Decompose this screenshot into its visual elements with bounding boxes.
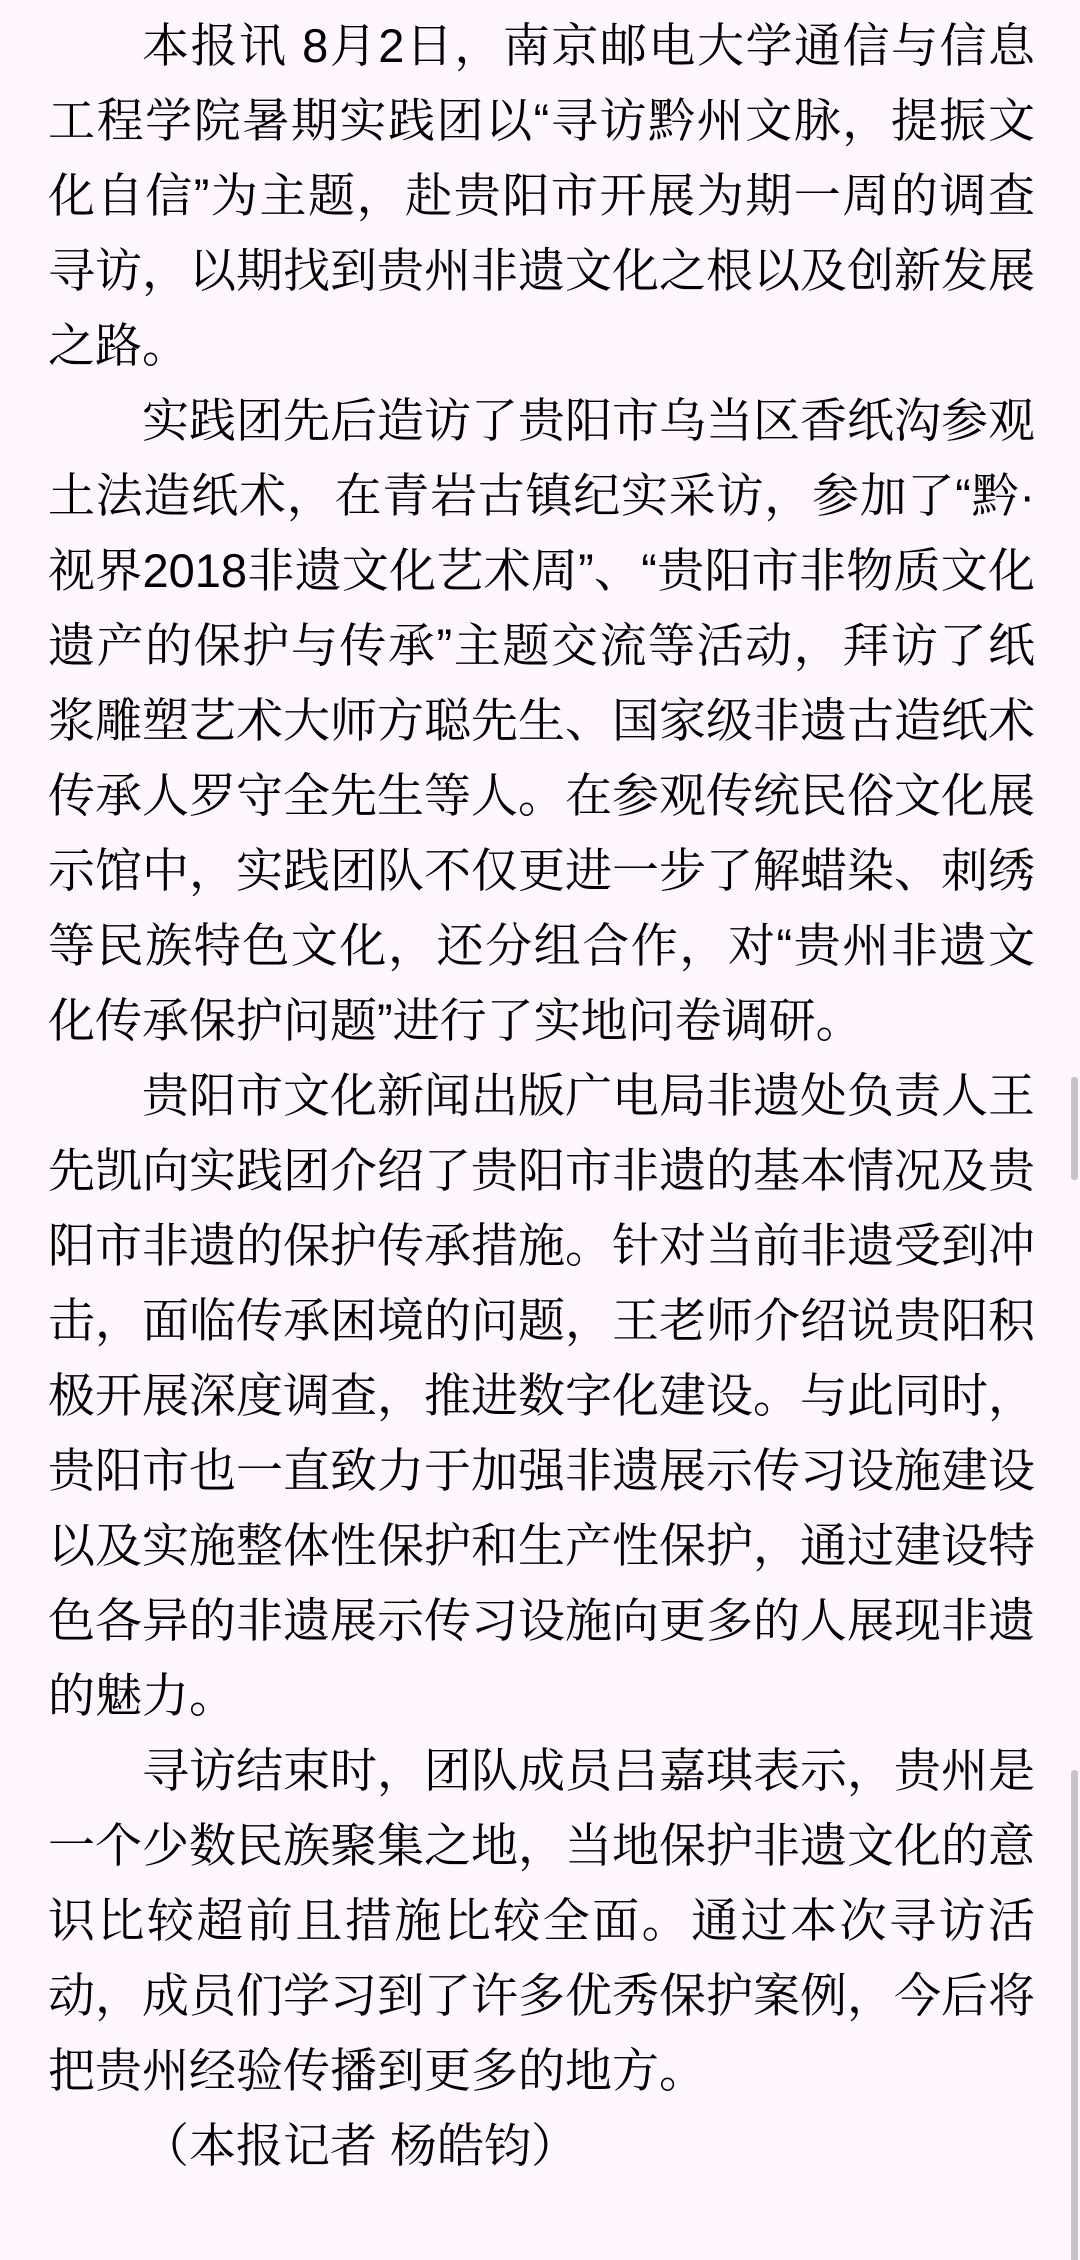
byline: （本报记者 杨皓钧） — [142, 2119, 579, 2172]
article-body — [48, 8, 1035, 2183]
paragraph-activities: 实践团先后造访了贵阳市乌当区香纸沟参观土法造纸术，在青岩古镇纪实采访，参加了“黔·视界2018非遗文化艺术周”、“贵阳市非物质文化遗产的保护与传承”主题交流等活动，拜访了纸浆雕塑艺术大师方聪先生、国家级非遗古造纸术传承人罗守全先生等人。在参观传统民俗文化展示馆中，实践团队不仅更进一步了解蜡染、刺绣等民族特色文化，还分组合作，对“贵州非遗文化传承保护问题”进行了实地问卷调研。 — [48, 394, 1035, 1047]
paragraph-official-briefing: 贵阳市文化新闻出版广电局非遗处负责人王先凯向实践团介绍了贵阳市非遗的基本情况及贵阳市非遗的保护传承措施。针对当前非遗受到冲击，面临传承困境的问题，王老师介绍说贵阳积极开展深度调查，推进数字化建设。与此同时，贵阳市也一直致力于加强非遗展示传习设施建设以及实施整体性保护和生产性保护，通过建设特色各异的非遗展示传习设施向更多的人展现非遗的魅力。 — [48, 1069, 1035, 1722]
scrollbar-thumb-lower[interactable] — [1071, 1770, 1078, 2260]
paragraph-lead: 本报讯 8月2日，南京邮电大学通信与信息工程学院暑期实践团以“寻访黔州文脉，提振文化自信”为主题，赴贵阳市开展为期一周的调查寻访，以期找到贵州非遗文化之根以及创新发展之路。 — [48, 19, 1035, 372]
scrollbar-thumb-upper[interactable] — [1071, 1077, 1078, 1180]
paragraph-conclusion: 寻访结束时，团队成员吕嘉琪表示，贵州是一个少数民族聚集之地，当地保护非遗文化的意识比较超前且措施比较全面。通过本次寻访活动，成员们学习到了许多优秀保护案例，今后将把贵州经验传播到更多的地方。 — [48, 1744, 1035, 2097]
